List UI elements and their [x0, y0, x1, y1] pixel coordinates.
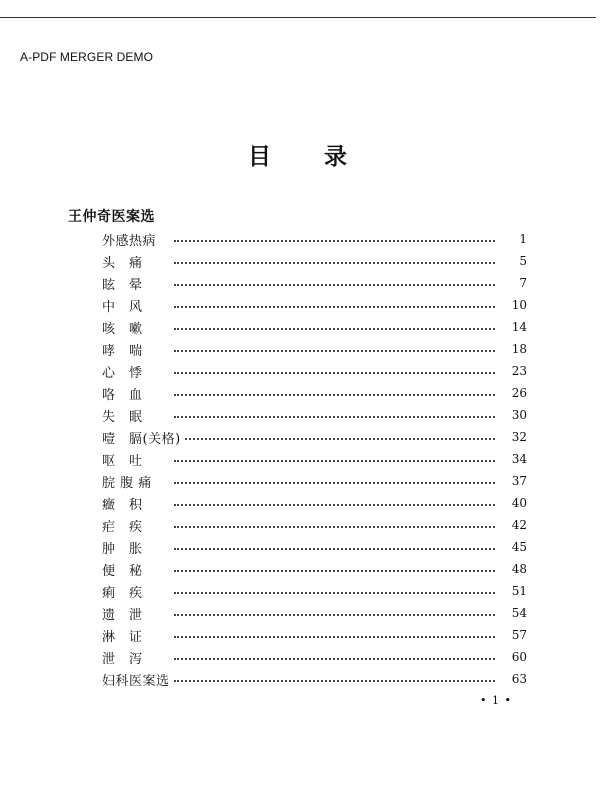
toc-entry[interactable] — [102, 250, 527, 272]
toc-entry-label: 疟 疾 — [102, 519, 143, 535]
toc-entry-label: 淋 证 — [102, 629, 143, 645]
toc-dot-leader — [174, 240, 495, 242]
page-number: • 1 • — [480, 694, 512, 707]
toc-entry-label: 泄 泻 — [102, 651, 143, 667]
toc-entry[interactable] — [102, 272, 527, 294]
toc-dot-leader — [174, 460, 495, 462]
toc-entry-page: 48 — [511, 562, 527, 576]
toc-dot-leader — [174, 262, 495, 264]
toc-entry-page: 45 — [511, 540, 527, 554]
toc-entry-page: 32 — [511, 430, 527, 444]
toc-title-char-2: 录 — [324, 144, 347, 170]
toc-entry[interactable] — [102, 338, 527, 360]
toc-dot-leader — [174, 482, 495, 484]
toc-entry-label: 哮 喘 — [102, 343, 143, 359]
toc-entry-label: 遗 泄 — [102, 607, 143, 623]
toc-entry-label: 痢 疾 — [102, 585, 143, 601]
toc-entry[interactable] — [102, 624, 527, 646]
toc-dot-leader — [174, 306, 495, 308]
toc-dot-leader — [174, 394, 495, 396]
toc-entry[interactable] — [102, 492, 527, 514]
toc-entry[interactable] — [102, 470, 527, 492]
toc-entry[interactable] — [102, 360, 527, 382]
toc-entry[interactable] — [102, 536, 527, 558]
toc-dot-leader — [174, 526, 495, 528]
toc-entry-label: 脘 腹 痛 — [102, 475, 152, 491]
toc-dot-leader — [174, 416, 495, 418]
toc-title — [248, 138, 368, 172]
toc-dot-leader — [174, 504, 495, 506]
toc-entry-label: 外感热病 — [102, 233, 157, 249]
toc-entry-label: 肿 胀 — [102, 541, 143, 557]
toc-entry[interactable] — [102, 316, 527, 338]
toc-entry[interactable] — [102, 668, 527, 690]
toc-entry-label: 癥 积 — [102, 497, 143, 513]
toc-entry-page: 63 — [511, 672, 527, 686]
toc-dot-leader — [174, 548, 495, 550]
toc-entry[interactable] — [102, 448, 527, 470]
toc-entry-label: 咳 嗽 — [102, 321, 143, 337]
toc-entry[interactable] — [102, 514, 527, 536]
toc-entry-page: 1 — [519, 232, 527, 246]
toc-entry-label: 眩 晕 — [102, 277, 143, 293]
toc-list — [102, 228, 527, 690]
toc-title-char-1: 目 — [248, 144, 271, 170]
toc-entry-page: 40 — [511, 496, 527, 510]
toc-dot-leader — [174, 614, 495, 616]
toc-dot-leader — [174, 284, 495, 286]
toc-entry[interactable] — [102, 426, 527, 448]
toc-entry[interactable] — [102, 558, 527, 580]
toc-entry[interactable] — [102, 404, 527, 426]
toc-entry-page: 42 — [511, 518, 527, 532]
toc-entry-page: 37 — [511, 474, 527, 488]
toc-entry-label: 妇科医案选 — [102, 673, 170, 689]
toc-dot-leader — [174, 328, 495, 330]
toc-entry-page: 26 — [511, 386, 527, 400]
toc-dot-leader — [174, 372, 495, 374]
toc-entry[interactable] — [102, 382, 527, 404]
toc-dot-leader — [174, 636, 495, 638]
toc-entry-label: 中 风 — [102, 299, 143, 315]
toc-entry-page: 10 — [511, 298, 527, 312]
toc-entry[interactable] — [102, 294, 527, 316]
toc-entry-page: 7 — [519, 276, 527, 290]
toc-entry-label: 心 悸 — [102, 365, 143, 381]
toc-entry-page: 51 — [511, 584, 527, 598]
toc-dot-leader — [185, 438, 495, 440]
header-rule — [0, 17, 596, 18]
toc-dot-leader — [174, 350, 495, 352]
toc-dot-leader — [174, 592, 495, 594]
toc-entry-page: 30 — [511, 408, 527, 422]
watermark-text: A-PDF MERGER DEMO — [20, 50, 154, 64]
toc-entry-page: 60 — [511, 650, 527, 664]
toc-dot-leader — [174, 680, 495, 682]
toc-entry-label: 头 痛 — [102, 255, 143, 271]
toc-entry-label: 噎 膈(关格) — [102, 431, 181, 447]
toc-entry-page: 23 — [511, 364, 527, 378]
toc-entry-label: 便 秘 — [102, 563, 143, 579]
section-heading: 王仲奇医案选 — [68, 209, 155, 225]
toc-entry-page: 5 — [519, 254, 527, 268]
toc-entry-label: 咯 血 — [102, 387, 143, 403]
toc-entry-label: 失 眠 — [102, 409, 143, 425]
toc-entry[interactable] — [102, 228, 527, 250]
toc-entry-label: 呕 吐 — [102, 453, 143, 469]
toc-entry-page: 14 — [511, 320, 527, 334]
toc-dot-leader — [174, 658, 495, 660]
toc-entry-page: 57 — [511, 628, 527, 642]
toc-entry[interactable] — [102, 580, 527, 602]
toc-entry-page: 34 — [511, 452, 527, 466]
toc-dot-leader — [174, 570, 495, 572]
toc-entry-page: 54 — [511, 606, 527, 620]
toc-entry[interactable] — [102, 602, 527, 624]
toc-entry-page: 18 — [511, 342, 527, 356]
toc-entry[interactable] — [102, 646, 527, 668]
